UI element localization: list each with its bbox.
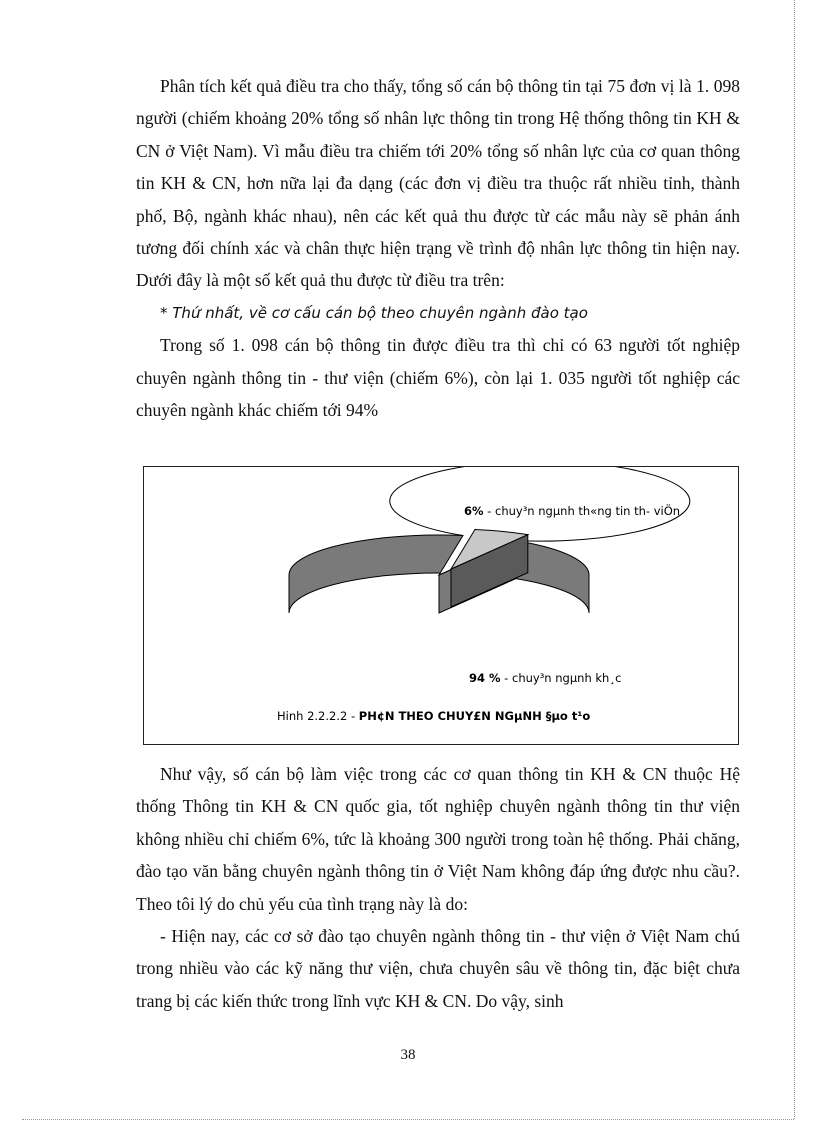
paragraph-stats: Trong số 1. 098 cán bộ thông tin được điều tra thì chỉ có 63 người tốt nghiệp chuyên ngành thông tin - thư viện (chiếm 6%), còn lại 1. 035 người tốt nghiệp các chuyên ngành khác chiếm tới 94%: [136, 335, 740, 421]
figure-pie-chart: [143, 466, 739, 745]
slice-label-small: 6% - chuy³n ngµnh th«ng tin th- viÖn: [464, 504, 681, 518]
pie-chart-svg: [144, 467, 738, 744]
section-heading-italic: * Thứ nhất, về cơ cấu cán bộ theo chuyên ngành đào tạo: [160, 303, 588, 322]
paragraph-conclusion: Như vậy, số cán bộ làm việc trong các cơ quan thông tin KH & CN thuộc Hệ thống Thông tin KH & CN quốc gia, tốt nghiệp chuyên ngành thông tin thư viện không nhiều chỉ chiếm 6%, tức là khoảng 300 người trong toàn hệ thống. Phải chăng, đào tạo văn bằng chuyên ngành thông tin ở Việt Nam không đáp ứng được nhu cầu?. Theo tôi lý do chủ yếu của tình trạng này là do:: [136, 764, 740, 914]
page-number: 38: [400, 1047, 416, 1063]
paragraph-intro: Phân tích kết quả điều tra cho thấy, tổng số cán bộ thông tin tại 75 đơn vị là 1. 098 người (chiếm khoảng 20% tổng số nhân lực thông tin trong Hệ thống thông tin KH & CN ở Việt Nam). Vì mẫu điều tra chiếm tới 20% tổng số nhân lực của cơ quan thông tin KH & CN, hơn nữa lại đa dạng (các đơn vị điều tra thuộc rất nhiều tỉnh, thành phố, Bộ, ngành khác nhau), nên các kết quả thu được từ các mẫu này sẽ phản ánh tương đối chính xác và chân thực hiện trạng về trình độ nhân lực thông tin hiện nay. Dưới đây là một số kết quả thu được từ điều tra trên:: [136, 76, 740, 291]
chart-title: Hinh 2.2.2.2 - PH¢N THEO CHUY£N NGµNH §µo t¹o: [277, 709, 591, 723]
page-edge-right: [794, 0, 795, 1119]
page-edge-bottom: [22, 1119, 794, 1120]
slice-label-large: 94 % - chuy³n ngµnh kh¸c: [469, 671, 622, 685]
body-text-bottom: [136, 758, 740, 1017]
paragraph-reason: - Hiện nay, các cơ sở đào tạo chuyên ngành thông tin - thư viện ở Việt Nam chú trong nhiều vào các kỹ năng thư viện, chưa chuyên sâu về thông tin, đặc biệt chưa trang bị các kiến thức trong lĩnh vực KH & CN. Do vậy, sinh: [136, 926, 740, 1011]
body-text-top: [136, 70, 740, 426]
